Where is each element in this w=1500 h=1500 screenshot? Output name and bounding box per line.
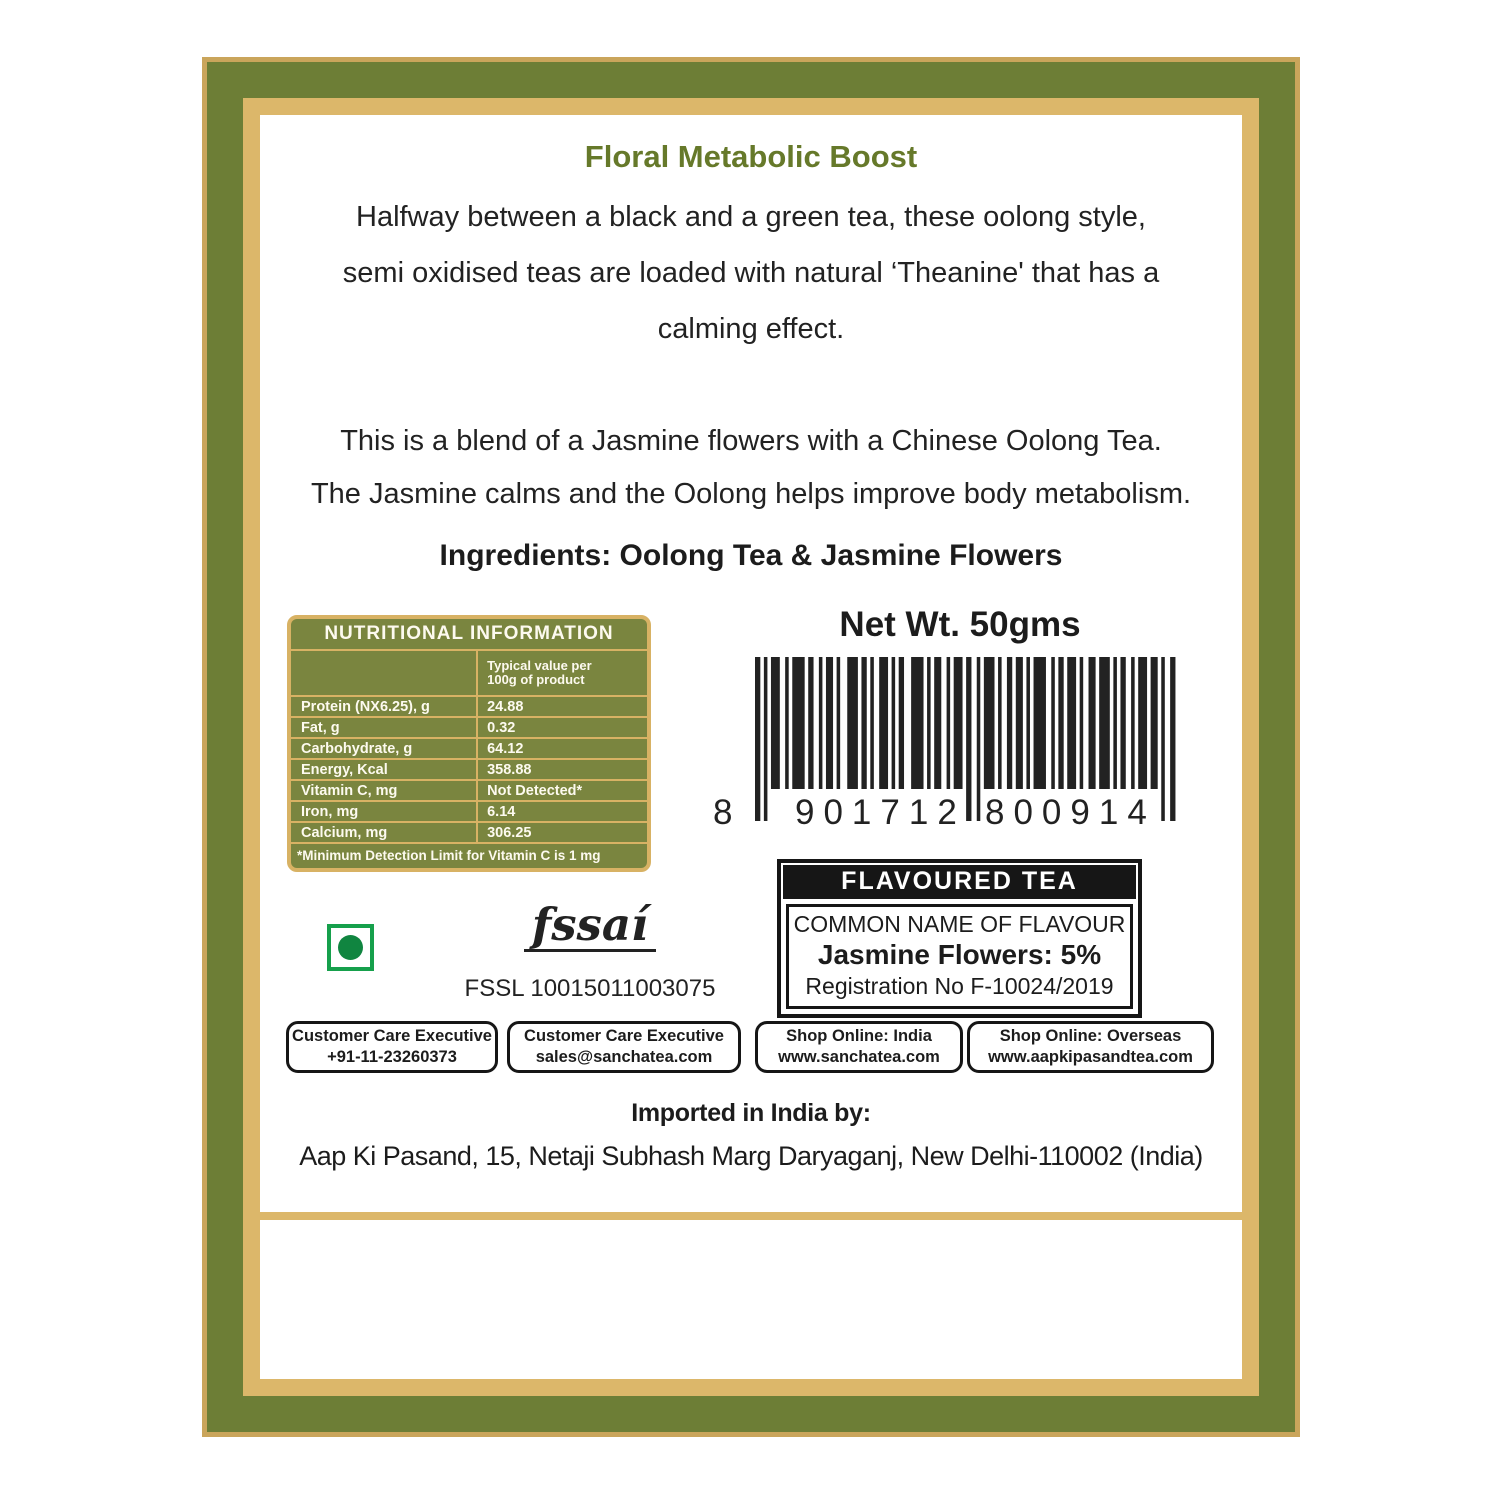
- barcode-digits: [713, 793, 1179, 835]
- nutrition-empty-cell: [291, 651, 476, 695]
- nutrition-column-header: Typical value per 100g of product: [478, 651, 647, 695]
- fssai-logo-wrap: [490, 898, 690, 952]
- intro-paragraph: [260, 189, 1242, 357]
- table-row: Fat, g 0.32: [291, 718, 647, 737]
- table-row: Protein (NX6.25), g 24.88: [291, 697, 647, 716]
- veg-mark-icon: [327, 924, 374, 971]
- label-content-panel: [260, 115, 1242, 1212]
- nutrition-table-header: NUTRITIONAL INFORMATION: [291, 619, 647, 649]
- registration-no: Registration No F-10024/2019: [805, 973, 1114, 999]
- ingredients-line: Ingredients: Oolong Tea & Jasmine Flowers: [439, 539, 1063, 572]
- flavour-percentage: Jasmine Flowers: 5%: [817, 939, 1102, 970]
- gold-divider: [260, 1212, 1242, 1220]
- outer-gold-hairline: [202, 57, 1300, 1437]
- nutrition-table: [287, 615, 651, 872]
- nutrition-column-header-row: [291, 651, 647, 695]
- blend-line-1: This is a blend of a Jasmine flowers with a Chinese Oolong Tea.: [340, 425, 1162, 457]
- flavoured-tea-inner: [786, 904, 1133, 1009]
- inner-gold-frame: [243, 98, 1259, 1396]
- common-name-of-flavour: COMMON NAME OF FLAVOUR: [793, 911, 1126, 937]
- barcode-digit-left: 8: [713, 793, 733, 832]
- page-title: Floral Metabolic Boost: [584, 139, 918, 174]
- intro-line-3: calming effect.: [657, 313, 845, 345]
- veg-dot-icon: [338, 935, 363, 960]
- table-row: Carbohydrate, g 64.12: [291, 739, 647, 758]
- table-row: Vitamin C, mg Not Detected*: [291, 781, 647, 800]
- net-weight: Net Wt. 50gms: [839, 605, 1081, 644]
- blend-paragraph: [260, 415, 1242, 521]
- contact-box-email: Customer Care Executive sales@sanchatea.com: [507, 1021, 741, 1073]
- barcode: [713, 657, 1179, 835]
- barcode-digit-group1: 901712: [795, 793, 966, 832]
- nutrition-footnote: *Minimum Detection Limit for Vitamin C is 1 mg: [291, 844, 647, 868]
- intro-line-1: Halfway between a black and a green tea, these oolong style,: [356, 201, 1146, 233]
- flavoured-tea-header: FLAVOURED TEA: [783, 865, 1136, 899]
- blend-line-2: The Jasmine calms and the Oolong helps improve body metabolism.: [310, 478, 1192, 510]
- fssai-logo-icon: fssaí: [524, 901, 656, 952]
- blank-bottom-panel: [260, 1220, 1242, 1379]
- contact-box-phone: Customer Care Executive +91-11-23260373: [286, 1021, 498, 1073]
- shop-online-india-box: Shop Online: India www.sanchatea.com: [755, 1021, 963, 1073]
- shop-online-overseas-box: Shop Online: Overseas www.aapkipasandtea.com: [967, 1021, 1214, 1073]
- flavoured-tea-box: [777, 859, 1142, 1018]
- table-row: Calcium, mg 306.25: [291, 823, 647, 842]
- table-row: Energy, Kcal 358.88: [291, 760, 647, 779]
- fssai-license-number: FSSL 10015011003075: [464, 975, 716, 1002]
- importer-heading: Imported in India by:: [631, 1099, 871, 1127]
- intro-line-2: semi oxidised teas are loaded with natural ‘Theanine' that has a: [342, 257, 1160, 289]
- green-frame: [207, 62, 1295, 1432]
- importer-address: Aap Ki Pasand, 15, Netaji Subhash Marg Daryaganj, New Delhi-110002 (India): [299, 1141, 1203, 1171]
- barcode-digit-group2: 800914: [985, 793, 1156, 832]
- table-row: Iron, mg 6.14: [291, 802, 647, 821]
